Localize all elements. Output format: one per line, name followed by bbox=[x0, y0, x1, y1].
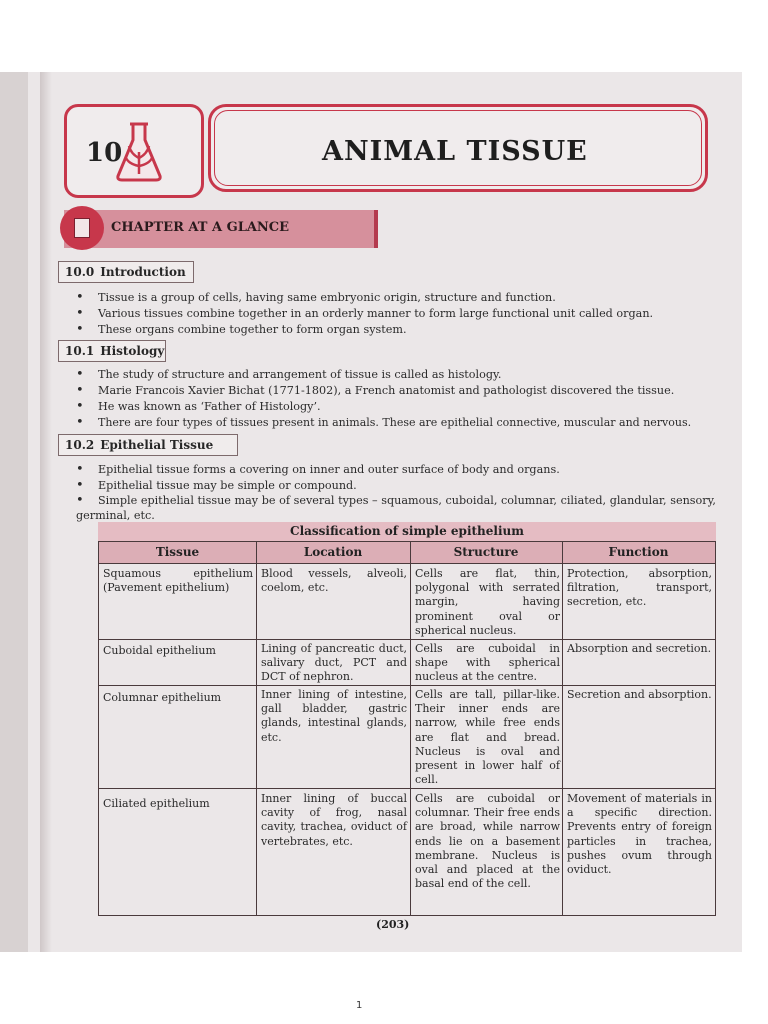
section-heading-epithelial-tissue bbox=[58, 434, 238, 456]
table-cell-tissue: Ciliated epithelium bbox=[103, 797, 210, 810]
section-title: Introduction bbox=[100, 265, 186, 279]
table-cell-location: Inner lining of buccal cavity of frog, nasal cavity, trachea, oviduct of vertebrates, etc. bbox=[261, 792, 407, 848]
chapter-number: 10 bbox=[86, 138, 123, 168]
section-number: 10.1 bbox=[65, 344, 95, 358]
table-row-divider bbox=[98, 639, 716, 640]
notebook-icon-page bbox=[74, 218, 90, 238]
table-row-divider bbox=[98, 788, 716, 789]
table-cell-location: Blood vessels, alveoli, coelom, etc. bbox=[261, 567, 407, 595]
table-cell-tissue: Columnar epithelium bbox=[103, 691, 222, 704]
table-cell-structure: Cells are cuboidal in shape with spherical nucleus at the centre. bbox=[415, 642, 560, 684]
table-cell-function: Secretion and absorption. bbox=[567, 688, 712, 701]
gutter-shadow bbox=[40, 72, 52, 952]
table-cell-structure: Cells are cuboidal or columnar. Their free ends are broad, while narrow ends lie on a basement membrane. Nucleus is oval and placed at the basal end of the cell. bbox=[415, 792, 560, 891]
list-item: • He was known as ‘Father of Histology’. bbox=[76, 399, 321, 414]
section-heading-introduction bbox=[58, 261, 194, 283]
list-item: • Tissue is a group of cells, having same embryonic origin, structure and function. bbox=[76, 290, 556, 305]
list-item: • Simple epithelial tissue may be of several types – squamous, cuboidal, columnar, ciliated, glandular, sensory, germinal, etc. bbox=[76, 493, 716, 523]
list-item: • There are four types of tissues present in animals. These are epithelial connective, muscular and nervous. bbox=[76, 415, 691, 430]
table-cell-structure: Cells are tall, pillar-like. Their inner ends are narrow, while free ends are flat and bread. Nucleus is oval and present in lower half of cell. bbox=[415, 688, 560, 787]
section-number: 10.0 bbox=[65, 265, 95, 279]
table-column-divider bbox=[410, 542, 411, 916]
section-heading-histology bbox=[58, 340, 166, 362]
table-cell-location: Lining of pancreatic duct, salivary duct, PCT and DCT of nephron. bbox=[261, 642, 407, 684]
list-item: • These organs combine together to form organ system. bbox=[76, 322, 407, 337]
page-number: (203) bbox=[376, 918, 410, 931]
list-item: • Epithelial tissue may be simple or compound. bbox=[76, 478, 357, 493]
list-item: • The study of structure and arrangement of tissue is called as histology. bbox=[76, 367, 501, 382]
table-header-location: Location bbox=[256, 542, 410, 564]
section-title: Epithelial Tissue bbox=[100, 438, 214, 452]
section-number: 10.2 bbox=[65, 438, 95, 452]
footer-page-index: 1 bbox=[356, 1000, 363, 1011]
table-caption: Classification of simple epithelium bbox=[98, 522, 716, 542]
table-header-tissue: Tissue bbox=[99, 542, 256, 564]
table-column-divider bbox=[562, 542, 563, 916]
table-header-function: Function bbox=[562, 542, 715, 564]
list-item: • Various tissues combine together in an orderly manner to form large functional unit called organ. bbox=[76, 306, 653, 321]
table-cell-function: Movement of materials in a specific direction. Prevents entry of foreign particles in trachea, pushes ovum through oviduct. bbox=[567, 792, 712, 877]
list-item: • Epithelial tissue forms a covering on inner and outer surface of body and organs. bbox=[76, 462, 560, 477]
chapter-title: ANIMAL TISSUE bbox=[322, 136, 588, 167]
table-column-divider bbox=[256, 542, 257, 916]
table-row-divider bbox=[98, 685, 716, 686]
flask-icon bbox=[114, 118, 164, 184]
list-item: • Marie Francois Xavier Bichat (1771-1802), a French anatomist and pathologist discovered the tissue. bbox=[76, 383, 674, 398]
table-cell-location: Inner lining of intestine, gall bladder, gastric glands, intestinal glands, etc. bbox=[261, 688, 407, 744]
table-cell-tissue: Squamous epithelium (Pavement epithelium) bbox=[103, 567, 253, 595]
table-cell-function: Protection, absorption, filtration, transport, secretion, etc. bbox=[567, 567, 712, 609]
section-title: Histology bbox=[100, 344, 165, 358]
table-header-structure: Structure bbox=[410, 542, 562, 564]
chapter-glance-label: CHAPTER AT A GLANCE bbox=[111, 220, 290, 235]
table-cell-function: Absorption and secretion. bbox=[567, 642, 712, 655]
table-cell-tissue: Cuboidal epithelium bbox=[103, 644, 216, 657]
table-cell-structure: Cells are flat, thin, polygonal with serrated margin, having prominent oval or spherical nucleus. bbox=[415, 567, 560, 637]
